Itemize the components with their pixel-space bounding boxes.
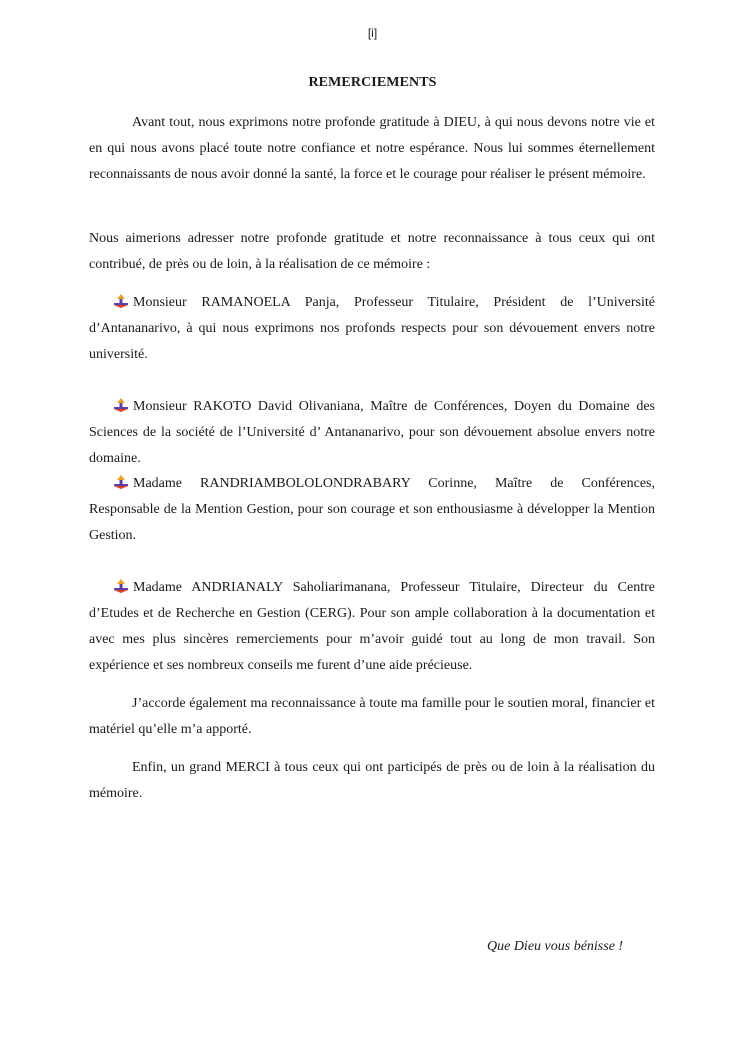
page-number: [i] [367, 26, 378, 40]
bullet-arrow-icon [114, 398, 128, 412]
gratitude-paragraph: Nous aimerions adresser notre profonde gratitude et notre reconnaissance à tous ceux qui ont contribué, de près ou de loin, à la réalisation de ce mémoire : [89, 231, 655, 272]
bullet-item-text: Monsieur RAKOTO David Olivaniana, Maître de Conférences, Doyen du Domaine des Sciences de la société de l’Université d’ Antananarivo, pour son dévouement absolue envers notre domaine. [89, 399, 655, 466]
bullet-item-text: Madame ANDRIANALY Saholiarimanana, Professeur Titulaire, Directeur du Centre d’Etudes et de Recherche en Gestion (CERG). Pour son ample collaboration à la documentation et avec mes plus sincères remerciements pour m’avoir guidé tout au long de mon travail. Son expérience et ses nombreux conseils me furent d’une aide précieuse. [89, 580, 655, 673]
bullet-item-4 [89, 575, 655, 679]
bullet-item-2 [89, 394, 655, 472]
bullet-arrow-icon [114, 475, 128, 489]
final-thanks-paragraph: Enfin, un grand MERCI à tous ceux qui ont participés de près ou de loin à la réalisation du mémoire. [89, 760, 655, 801]
bullet-arrow-icon [114, 294, 128, 308]
family-paragraph: J’accorde également ma reconnaissance à toute ma famille pour le soutien moral, financier et matériel qu’elle m’a apporté. [89, 696, 655, 737]
bullet-item-3 [89, 471, 655, 549]
bullet-item-text: Madame RANDRIAMBOLOLONDRABARY Corinne, Maître de Conférences, Responsable de la Mention Gestion, pour son courage et son enthousiasme à développer la Mention Gestion. [89, 476, 655, 543]
intro-paragraph: Avant tout, nous exprimons notre profonde gratitude à DIEU, à qui nous devons notre vie et en qui nous avons placé toute notre confiance et notre espérance. Nous lui sommes éternellement reconnaissants de nous avoir donné la santé, la force et le courage pour réaliser le présent mémoire. [89, 115, 655, 182]
closing-blessing: Que Dieu vous bénisse ! [487, 939, 624, 954]
bullet-item-text: Monsieur RAMANOELA Panja, Professeur Titulaire, Président de l’Université d’Antananarivo, à qui nous exprimons nos profonds respects pour son dévouement envers notre université. [89, 295, 655, 362]
bullet-item-1 [89, 290, 655, 368]
page-title: REMERCIEMENTS [308, 75, 437, 90]
bullet-arrow-icon [114, 579, 128, 593]
